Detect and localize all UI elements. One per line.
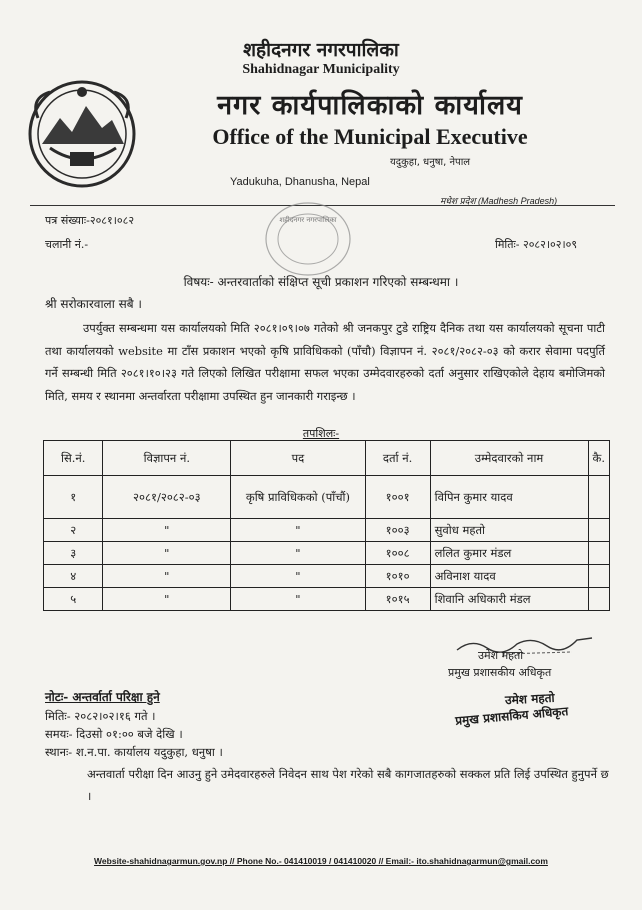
note-title: नोटः- अन्तर्वार्ता परिक्षा हुने bbox=[45, 690, 160, 704]
cell-post: " bbox=[231, 588, 365, 611]
table-header-row bbox=[44, 441, 610, 476]
footer-contact: Website-shahidnagarmun.gov.np // Phone No.- 041410019 / 041410020 // Email:- ito.shahidnagarmun@gmail.com bbox=[94, 856, 548, 866]
addressee: श्री सरोकारवाला सबै । bbox=[45, 297, 142, 311]
office-name-np: नगर कार्यपालिकाको कार्यालय bbox=[217, 90, 523, 121]
letter-date: मितिः- २०८२।०२।०९ bbox=[495, 238, 578, 251]
cell-sn: १ bbox=[44, 476, 103, 519]
dispatch-number: चलानी नं.- bbox=[45, 238, 89, 251]
candidate-table bbox=[43, 440, 610, 611]
col-header-remarks: कै. bbox=[588, 441, 610, 476]
cell-remarks bbox=[588, 476, 610, 519]
cell-remarks bbox=[588, 542, 610, 565]
cell-reg-no: १०१५ bbox=[365, 588, 430, 611]
cell-ad-no: " bbox=[103, 542, 231, 565]
col-header-reg-no: दर्ता नं. bbox=[365, 441, 430, 476]
cell-candidate-name: शिवानि अधिकारी मंडल bbox=[430, 588, 588, 611]
reference-number: पत्र संख्याः-२०८१।०८२ bbox=[45, 214, 135, 227]
cell-reg-no: १००३ bbox=[365, 519, 430, 542]
cell-post: " bbox=[231, 519, 365, 542]
office-name-en: Office of the Municipal Executive bbox=[212, 124, 528, 149]
stamp-signer-post: प्रमुख प्रशासकिय अधिकृत bbox=[454, 704, 569, 728]
letter-body: उपर्युक्त सम्बन्धमा यस कार्यालयको मिति २०८१।०९।०७ गतेको श्री जनकपुर टुडे राष्ट्रिय दैनिक तथा यस कार्यालयको सूचना पाटी तथा कार्यालयको website मा टाँस प्रकाशन भएको कृषि प्राविधिकको (पाँचौ) विज्ञापन नं. २०८१/२०८२-०३ को करार सेवामा पदपुर्ति गर्ने सम्बन्धी मिति २०८१।१०।२३ गते लिएको लिखित परीक्षामा सफल भएका उम्मेदवारहरुको दर्ता अनुसार राखिएकोले देहाय बमोजिमको मिति, समय र स्थानमा अन्तर्वारता परीक्षामा उपस्थित हुन जानकारी गराइन्छ । bbox=[45, 321, 605, 403]
cell-sn: २ bbox=[44, 519, 103, 542]
signer-post: प्रमुख प्रशासकीय अधिकृत bbox=[448, 666, 552, 679]
table-title: तपशिलः- bbox=[302, 427, 340, 440]
address-np: यदुकुहा, धनुषा, नेपाल bbox=[390, 157, 471, 168]
cell-candidate-name: सुवोध महतो bbox=[430, 519, 588, 542]
signer-name: उमेश महतो bbox=[478, 649, 524, 662]
col-header-post: पद bbox=[231, 441, 365, 476]
note-date: मितिः- २०८२।०२।१६ गते । bbox=[45, 709, 156, 723]
cell-remarks bbox=[588, 565, 610, 588]
letter-subject: विषयः- अन्तरवार्ताको संक्षिप्त सूची प्रकाशन गरिएको सम्बन्धमा । bbox=[183, 275, 459, 289]
col-header-sn: सि.नं. bbox=[44, 441, 103, 476]
stamp-signer-name: उमेश महतो bbox=[504, 690, 555, 708]
municipality-name-en: Shahidnagar Municipality bbox=[242, 62, 400, 77]
note-instruction: अन्तवार्ता परीक्षा दिन आउनु हुने उमेदवारहरुले निवेदन साथ पेश गरेको सबै कागजातहरुको सक्कल प्रति लिई उपस्थित हुनुपर्ने छ । bbox=[87, 767, 609, 803]
handwritten-signature bbox=[452, 628, 597, 658]
seal-text: शहीदनगर नगरपालिका bbox=[279, 216, 337, 224]
cell-post: कृषि प्राविधिकको (पाँचौं) bbox=[231, 476, 365, 519]
col-header-candidate-name: उम्मेदवारको नाम bbox=[430, 441, 588, 476]
cell-ad-no: " bbox=[103, 565, 231, 588]
note-place: स्थानः- श.न.पा. कार्यालय यदुकुहा, धनुषा । bbox=[45, 745, 223, 759]
cell-post: " bbox=[231, 542, 365, 565]
cell-remarks bbox=[588, 588, 610, 611]
cell-sn: ५ bbox=[44, 588, 103, 611]
col-header-ad-no: विज्ञापन नं. bbox=[103, 441, 231, 476]
cell-reg-no: १०१० bbox=[365, 565, 430, 588]
table-row bbox=[44, 588, 610, 611]
cell-ad-no: " bbox=[103, 519, 231, 542]
cell-candidate-name: ललित कुमार मंडल bbox=[430, 542, 588, 565]
office-seal bbox=[263, 200, 353, 278]
note-time: समयः- दिउसो ०१:०० बजे देखि । bbox=[45, 727, 183, 741]
table-row bbox=[44, 565, 610, 588]
cell-sn: ४ bbox=[44, 565, 103, 588]
municipality-logo bbox=[20, 78, 145, 190]
table-row bbox=[44, 476, 610, 519]
cell-ad-no: २०८१/२०८२-०३ bbox=[103, 476, 231, 519]
cell-candidate-name: विपिन कुमार यादव bbox=[430, 476, 588, 519]
cell-reg-no: १००१ bbox=[365, 476, 430, 519]
table-row bbox=[44, 542, 610, 565]
address-en: Yadukuha, Dhanusha, Nepal bbox=[230, 176, 370, 188]
province-label: मधेश प्रदेश (Madhesh Pradesh) bbox=[440, 196, 558, 206]
cell-reg-no: १००८ bbox=[365, 542, 430, 565]
cell-remarks bbox=[588, 519, 610, 542]
cell-candidate-name: अविनाश यादव bbox=[430, 565, 588, 588]
cell-ad-no: " bbox=[103, 588, 231, 611]
cell-sn: ३ bbox=[44, 542, 103, 565]
municipality-name-np: शहीदनगर नगरपालिका bbox=[243, 39, 399, 61]
table-row bbox=[44, 519, 610, 542]
cell-post: " bbox=[231, 565, 365, 588]
